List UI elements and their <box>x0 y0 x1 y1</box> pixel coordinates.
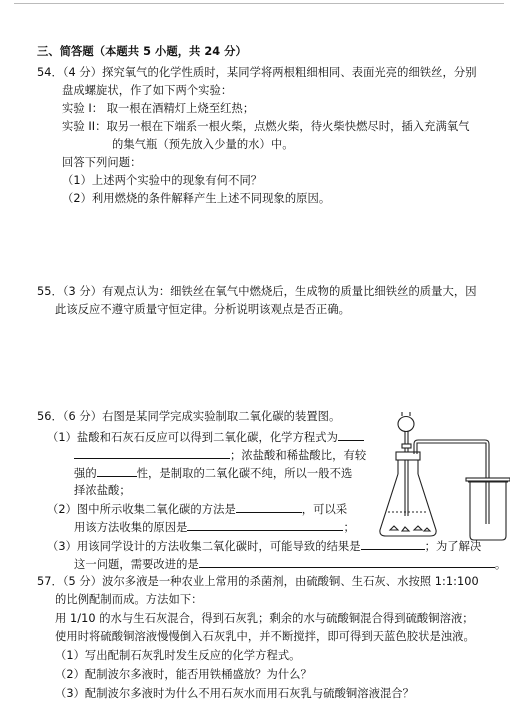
q56-line <box>74 519 355 536</box>
q57-subquestion: （1）写出配制石灰乳时发生反应的化学方程式。 <box>55 649 301 662</box>
q56-text: 用该方法收集的原因是 <box>74 521 188 534</box>
q56-text: （3）用该同学设计的方法收集二氧化碳时，可能导致的结果是 <box>47 540 361 553</box>
answer-blank[interactable] <box>199 556 495 568</box>
q56-text: （1）盐酸和石灰石反应可以得到二氧化碳，化学方程式为 <box>47 431 338 444</box>
q57-line: 57．（5 分）波尔多液是一种农业上常用的杀菌剂，由硫酸铜、生石灰、水按照 1:1:100 <box>37 575 479 588</box>
q56-text: 强的 <box>74 467 97 480</box>
q56-line: 择浓盐酸； <box>74 484 131 497</box>
q54-line: 实验 II：取另一根在下端系一根火柴，点燃火柴，待火柴快燃尽时，插入充满氧气 <box>62 120 470 133</box>
q54-line: 回答下列问题： <box>62 156 142 169</box>
q57-subquestion: （3）配制波尔多液时为什么不用石灰水而用石灰乳与硫酸铜溶液混合？ <box>55 687 414 700</box>
answer-blank[interactable] <box>236 501 302 513</box>
q54-line: 54．（4 分）探究氧气的化学性质时，某同学将两根粗细相同、表面光亮的细铁丝，分别 <box>37 66 477 79</box>
q54-line: 盘成螺旋状，作了如下两个实验： <box>62 84 233 97</box>
gas-jar <box>470 482 506 540</box>
q56-text: ；为了解决 <box>424 540 482 553</box>
q54-subquestion: （2）利用燃烧的条件解释产生上述不同现象的原因。 <box>62 192 331 205</box>
q57-line: 的比例配制而成。方法如下： <box>55 593 203 606</box>
q56-text: 这一问题，需要改进的是 <box>74 558 199 571</box>
q55-line: 此该反应不遵守质量守恒定律。分析说明该观点是否正确。 <box>55 303 351 316</box>
q56-text: 性，是制取的二氧化碳不纯，所以一般不选 <box>136 467 353 480</box>
q54-line: 实验 I： 取一根在酒精灯上烧至红热； <box>62 102 255 115</box>
co2-apparatus-diagram <box>378 408 510 546</box>
q56-line <box>74 465 352 482</box>
page-top-rule <box>14 3 504 4</box>
q56-line <box>47 501 347 518</box>
answer-blank[interactable] <box>187 519 343 531</box>
answer-blank[interactable] <box>97 465 137 477</box>
q54-line: 的集气瓶（预先放入少量的水）中。 <box>112 138 294 151</box>
q56-text: ；浓盐酸和稀盐酸比，有较 <box>230 449 367 462</box>
q56-line <box>47 429 364 446</box>
q57-line: 使用时将硫酸铜溶液慢慢倒入石灰乳中，并不断搅拌，即可得到天蓝色胶状是浊液。 <box>55 630 475 643</box>
q56-line: 56．（6 分）右图是某同学完成实验制取二氧化碳的装置图。 <box>37 410 341 423</box>
section-title: 三、简答题（本题共 5 小题，共 24 分） <box>37 45 247 58</box>
q56-text: 。 <box>494 558 507 571</box>
q56-text: （2）图中所示收集二氧化碳的方法是 <box>47 503 236 516</box>
q55-line: 55．（3 分）有观点认为：细铁丝在氧气中燃烧后，生成物的质量比细铁丝的质量大，因 <box>37 285 477 298</box>
q56-line <box>74 447 366 464</box>
q54-subquestion: （1）上述两个实验中的现象有何不同？ <box>62 174 263 187</box>
q56-line <box>74 556 506 573</box>
q56-text: ； <box>343 521 355 534</box>
answer-blank[interactable] <box>338 429 364 441</box>
glass-plate <box>466 478 510 481</box>
limestone-pieces <box>390 526 430 531</box>
answer-blank[interactable] <box>74 447 230 459</box>
q57-line: 用 1/10 的水与生石灰混合，得到石灰乳；剩余的水与硫酸铜混合得到硫酸铜溶液； <box>55 612 474 625</box>
q56-text: ，可以采 <box>301 503 348 516</box>
funnel-bulb <box>398 417 414 432</box>
q57-subquestion: （2）配制波尔多液时，能否用铁桶盛放？为什么？ <box>55 668 312 681</box>
